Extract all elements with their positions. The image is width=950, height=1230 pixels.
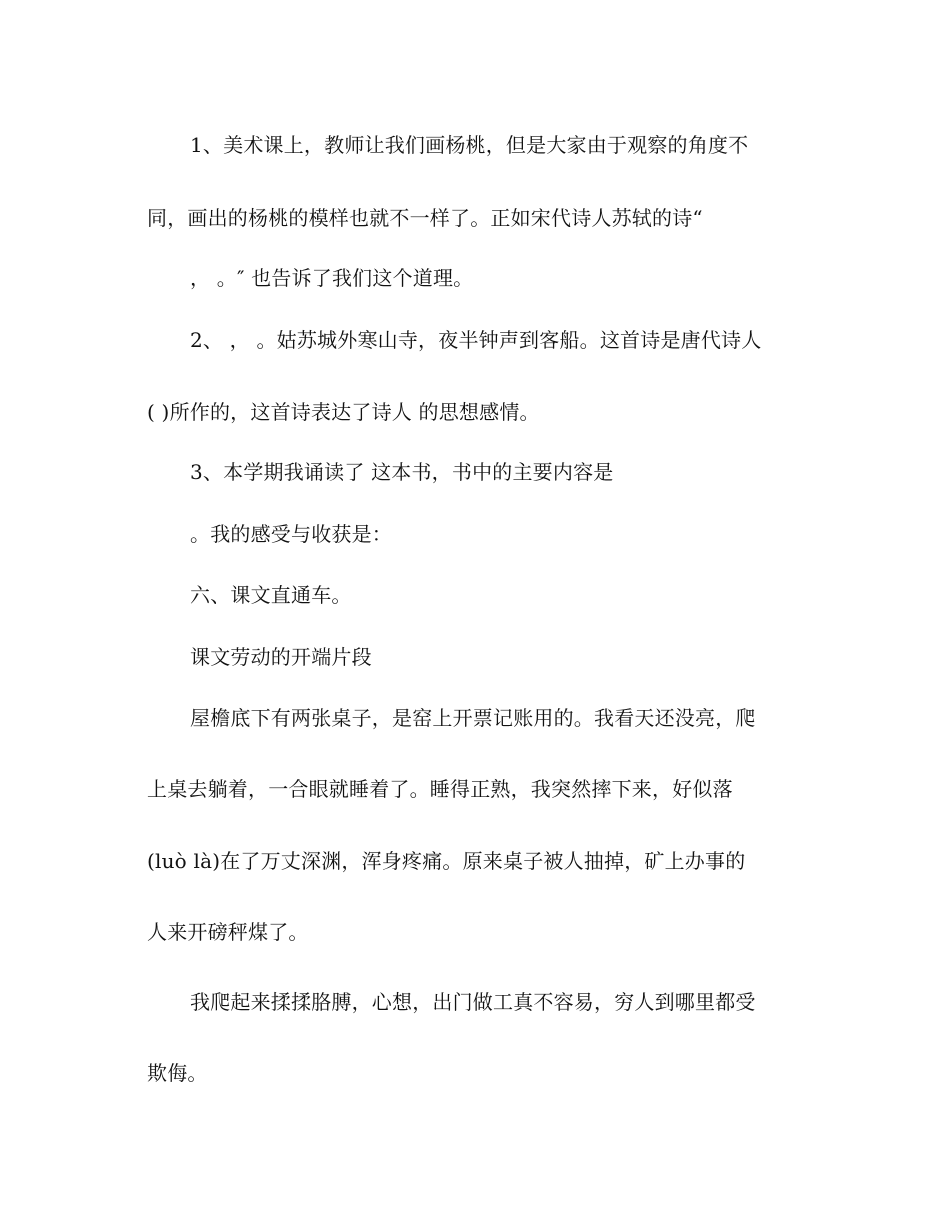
section-heading: 六、课文直通车。 bbox=[190, 583, 352, 607]
question-3-line-2: 。我的感受与收获是： bbox=[190, 522, 392, 546]
passage-paragraph-1-line-1: 屋檐底下有两张桌子，是窑上开票记账用的。我看天还没亮，爬 bbox=[190, 706, 756, 730]
question-1-line-3: ， 。″ 也告诉了我们这个道理。 bbox=[190, 266, 474, 290]
passage-paragraph-1-line-2: 上桌去躺着，一合眼就睡着了。睡得正熟，我突然摔下来，好似落 bbox=[147, 777, 733, 801]
passage-paragraph-2-line-2: 欺侮。 bbox=[147, 1061, 208, 1085]
question-2-line-2: ( )所作的，这首诗表达了诗人 的思想感情。 bbox=[147, 400, 540, 424]
question-2-line-1: 2、 ， 。姑苏城外寒山寺，夜半钟声到客船。这首诗是唐代诗人 bbox=[190, 328, 762, 352]
passage-paragraph-2-line-1: 我爬起来揉揉胳膊，心想，出门做工真不容易，穷人到哪里都受 bbox=[190, 990, 756, 1014]
passage-paragraph-1-line-4: 人来开磅秤煤了。 bbox=[147, 920, 309, 944]
question-3-line-1: 3、本学期我诵读了 这本书，书中的主要内容是 bbox=[190, 460, 614, 484]
passage-title: 课文劳动的开端片段 bbox=[190, 645, 372, 669]
question-1-line-2: 同，画出的杨桃的模样也就不一样了。正如宋代诗人苏轼的诗“ bbox=[147, 206, 703, 230]
question-1-line-1: 1、美术课上，教师让我们画杨桃，但是大家由于观察的角度不 bbox=[190, 133, 749, 157]
passage-paragraph-1-line-3: (luò là)在了万丈深渊，浑身疼痛。原来桌子被人抽掉，矿上办事的 bbox=[147, 849, 746, 873]
